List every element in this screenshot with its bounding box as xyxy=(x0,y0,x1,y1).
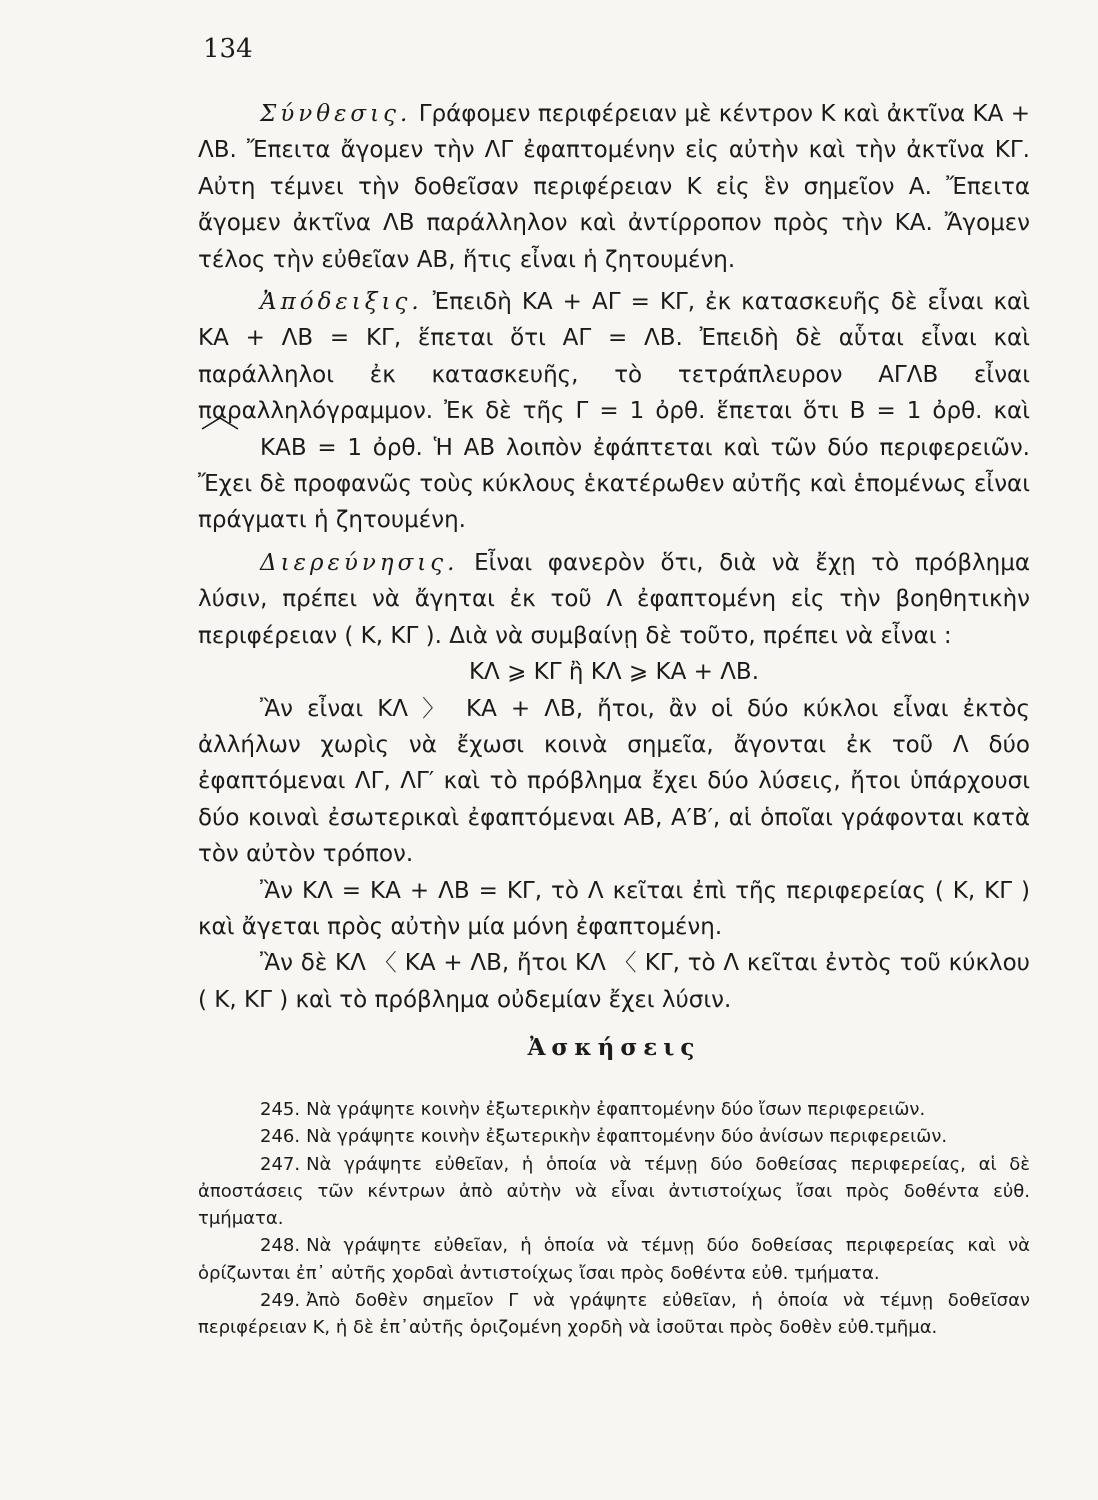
angle-label: ΚΑΒ xyxy=(260,434,307,461)
exercise-item xyxy=(198,1096,1030,1123)
synthesis-label: Σύνθεσις. xyxy=(260,101,412,127)
exercise-number: 249. xyxy=(260,1290,301,1312)
exercise-number: 246. xyxy=(260,1126,301,1148)
exercise-text: Νὰ γράψητε κοινὴν ἐξωτερικὴν ἐφαπτομένην δύο ἀνίσων περιφερειῶν. xyxy=(306,1126,948,1148)
proof-label: Ἀπόδειξις. xyxy=(260,289,423,316)
exercise-text: Νὰ γράψητε εὐθεῖαν, ἡ ὁποία νὰ τέμνῃ δύο δοθείσας περιφερείας, αἱ δὲ ἀποστάσεις τῶν κέντρων ἀπὸ αὐτὴν νὰ εἶναι ἀντιστοίχως ἴσαι πρὸς δοθέντα εὐθ. τμήματα. xyxy=(198,1153,1030,1230)
exercise-number: 248. xyxy=(260,1235,301,1257)
proof-text-before: Ἐπειδὴ ΚΑ + ΑΓ = ΚΓ, ἐκ κατασκευῆς δὲ εἶναι καὶ ΚΑ + ΛΒ = ΚΓ, ἕπεται ὅτι ΑΓ = ΛΒ. Ἐπειδὴ δὲ αὗται εἶναι καὶ παράλληλοι ἐκ κατασκευῆς, τὸ τετράπλευρον ΑΓΛΒ εἶναι παραλληλόγραμμον. Ἐκ δὲ τῆς Γ = 1 ὀρθ. ἕπεται ὅτι Β = 1 ὀρθ. καὶ xyxy=(198,289,1030,425)
discussion-paragraph xyxy=(198,545,1030,654)
synthesis-paragraph xyxy=(198,96,1030,278)
exercise-item xyxy=(198,1151,1030,1233)
exercise-number: 245. xyxy=(260,1099,301,1120)
angle-kab xyxy=(198,430,307,466)
exercise-text: Ἀπὸ δοθὲν σημεῖον Γ νὰ γράψητε εὐθεῖαν, ἡ ὁποία νὰ τέμνῃ δοθεῖσαν περιφέρειαν Κ, ἡ δὲ ἐπ᾿αὐτῆς ὁριζομένη χορδὴ νὰ ἰσοῦται πρὸς δοθὲν εὐθ.τμῆμα. xyxy=(198,1290,1030,1339)
proof-text-after: = 1 ὀρθ. Ἡ ΑΒ λοιπὸν ἐφάπτεται καὶ τῶν δύο περιφερειῶν. Ἔχει δὲ προφανῶς τοὺς κύκλους ἑκατέρωθεν αὐτῆς καὶ ἑπομένως εἶναι πράγματι ἡ ζητουμένη. xyxy=(198,434,1030,534)
discussion-condition: ΚΛ ⩾ ΚΓ ἢ ΚΛ ⩾ ΚΑ + ΛΒ. xyxy=(468,659,760,686)
page-number: 134 xyxy=(203,34,253,64)
exercises-heading: Ἀσκήσεις xyxy=(527,1034,701,1061)
exercises-list xyxy=(198,1096,1030,1342)
exercise-item xyxy=(198,1123,1030,1150)
exercise-item xyxy=(198,1232,1030,1287)
angle-hat-icon xyxy=(200,416,240,430)
discussion-text: Εἶναι φανερὸν ὅτι, διὰ νὰ ἔχῃ τὸ πρόβλημα λύσιν, πρέπει νὰ ἄγηται ἐκ τοῦ Λ ἐφαπτομένη εἰς τὴν βοηθητικὴν περιφέρειαν ( Κ, ΚΓ ). Διὰ νὰ συμβαίνῃ δὲ τοῦτο, πρέπει νὰ εἶναι : xyxy=(198,549,1030,649)
exercise-text: Νὰ γράψητε εὐθεῖαν, ἡ ὁποία νὰ τέμνῃ δύο δοθείσας περιφερείας καὶ νὰ ὁρίζωνται ἐπ᾿ αὐτῆς χορδαὶ ἀντιστοίχως ἴσαι πρὸς δοθέντα εὐθ. τμήματα. xyxy=(198,1235,1030,1284)
exercise-item xyxy=(198,1287,1030,1342)
proof-paragraph xyxy=(198,284,1030,539)
discussion-case-1: Ἂν εἶναι ΚΛ 〉 ΚΑ + ΛΒ, ἤτοι, ἂν οἱ δύο κύκλοι εἶναι ἐκτὸς ἀλλήλων χωρὶς νὰ ἔχωσι κοινὰ σημεῖα, ἄγονται ἐκ τοῦ Λ δύο ἐφαπτόμεναι ΛΓ, ΛΓ′ καὶ τὸ πρόβλημα ἔχει δύο λύσεις, ἤτοι ὑπάρχουσι δύο κοιναὶ ἐσωτερικαὶ ἐφαπτόμεναι ΑΒ, Α′Β′, αἱ ὁποῖαι γράφονται κατὰ τὸν αὐτὸν τρόπον. xyxy=(198,695,1030,868)
discussion-case-2: Ἂν ΚΛ = ΚΑ + ΛΒ = ΚΓ, τὸ Λ κεῖται ἐπὶ τῆς περιφερείας ( Κ, ΚΓ ) καὶ ἄγεται πρὸς αὐτὴν μία μόνη ἐφαπτομένη. xyxy=(198,877,1030,940)
exercise-number: 247. xyxy=(260,1153,301,1175)
main-text xyxy=(198,96,1030,1018)
synthesis-text: Γράφομεν περιφέρειαν μὲ κέντρον Κ καὶ ἀκτῖνα ΚΑ + ΛΒ. Ἔπειτα ἄγομεν τὴν ΛΓ ἐφαπτομένην εἰς αὐτὴν καὶ τὴν ἀκτῖνα ΚΓ. Αὐτη τέμνει τὴν δοθεῖσαν περιφέρειαν Κ εἰς ἓν σημεῖον Α. Ἔπειτα ἄγομεν ἀκτῖνα ΛΒ παράλληλον καὶ ἀντίρροπον πρὸς τὴν ΚΑ. Ἄγομεν τέλος τὴν εὐθεῖαν ΑΒ, ἥτις εἶναι ἡ ζητουμένη. xyxy=(198,101,1030,273)
exercise-text: Νὰ γράψητε κοινὴν ἐξωτερικὴν ἐφαπτομένην δύο ἴσων περιφερειῶν. xyxy=(306,1099,926,1120)
discussion-case-3: Ἂν δὲ ΚΛ 〈 ΚΑ + ΛΒ, ἤτοι ΚΛ 〈 ΚΓ, τὸ Λ κεῖται ἐντὸς τοῦ κύκλου ( Κ, ΚΓ ) καὶ τὸ πρόβλημα οὐδεμίαν ἔχει λύσιν. xyxy=(198,950,1030,1013)
discussion-label: Διερεύνησις. xyxy=(260,549,459,576)
